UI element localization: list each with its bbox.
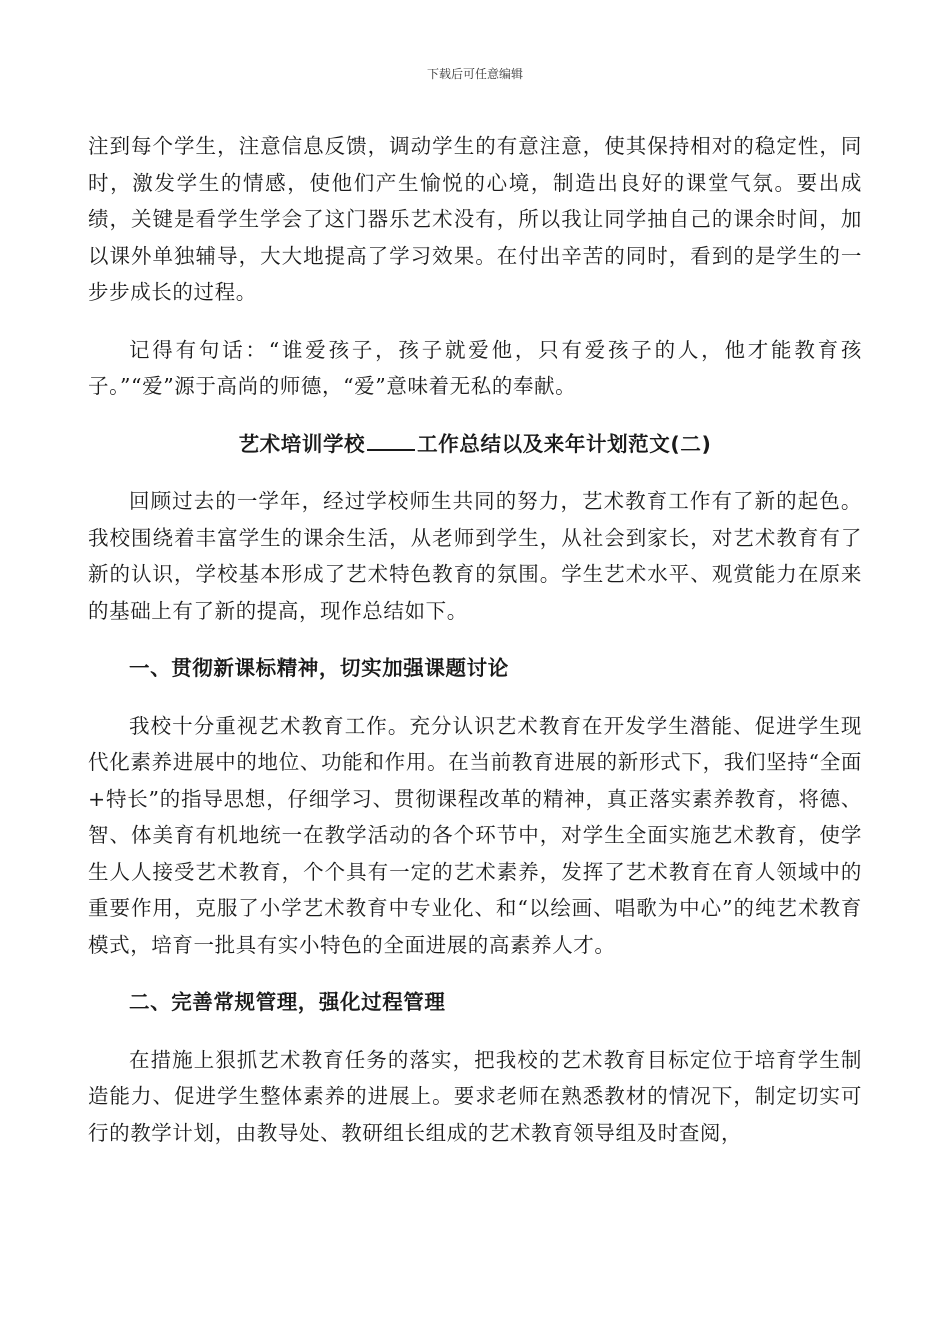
section-heading-2: 二、完善常规管理，强化过程管理 (129, 990, 446, 1014)
section-heading-1: 一、贯彻新课标精神，切实加强课题讨论 (129, 656, 509, 680)
paragraph-2: 记得有句话：“谁爱孩子，孩子就爱他，只有爱孩子的人，他才能教育孩子。”“爱”源于高尚的师德，“爱”意味着无私的奉献。 (88, 337, 862, 398)
page-header-note: 下载后可任意编辑 (426, 67, 523, 81)
title-blank-underline (367, 429, 415, 451)
paragraph-4: 我校十分重视艺术教育工作。充分认识艺术教育在开发学生潜能、促进学生现代化素养进展中的地位、功能和作用。在当前教育进展的新形式下，我们坚持“全面+特长”的指导思想，仔细学习、贯彻课程改革的精神，真正落实素养教育，将德、智、体美育有机地统一在教学活动的各个环节中，对学生全面实施艺术教育，使学生人人接受艺术教育，个个具有一定的艺术素养，发挥了艺术教育在育人领域中的重要作用，克服了小学艺术教育中专业化、和“以绘画、唱歌为中心”的纯艺术教育模式，培育一批具有实小特色的全面进展的高素养人才。 (88, 713, 862, 957)
paragraph-3: 回顾过去的一学年，经过学校师生共同的努力，艺术教育工作有了新的起色。我校围绕着丰富学生的课余生活，从老师到学生，从社会到家长，对艺术教育有了新的认识，学校基本形成了艺术特色教育的氛围。学生艺术水平、观赏能力在原来的基础上有了新的提高，现作总结如下。 (88, 489, 862, 623)
document-title-part-2: 工作总结以及来年计划范文(二) (417, 431, 712, 456)
paragraph-1: 注到每个学生，注意信息反馈，调动学生的有意注意，使其保持相对的稳定性，同时，激发学生的情感，使他们产生愉悦的心境，制造出良好的课堂气氛。要出成绩，关键是看学生学会了这门器乐艺术没有，所以我让同学抽自己的课余时间，加以课外单独辅导，大大地提高了学习效果。在付出辛苦的同时，看到的是学生的一步步成长的过程。 (88, 134, 862, 304)
document-title-part-1: 艺术培训学校 (238, 431, 366, 456)
document-body (88, 128, 862, 1151)
paragraph-5: 在措施上狠抓艺术教育任务的落实，把我校的艺术教育目标定位于培育学生制造能力、促进学生整体素养的进展上。要求老师在熟悉教材的情况下，制定切实可行的教学计划，由教导处、教研组长组成的艺术教育领导组及时查阅， (88, 1047, 862, 1145)
document-title (88, 426, 862, 463)
